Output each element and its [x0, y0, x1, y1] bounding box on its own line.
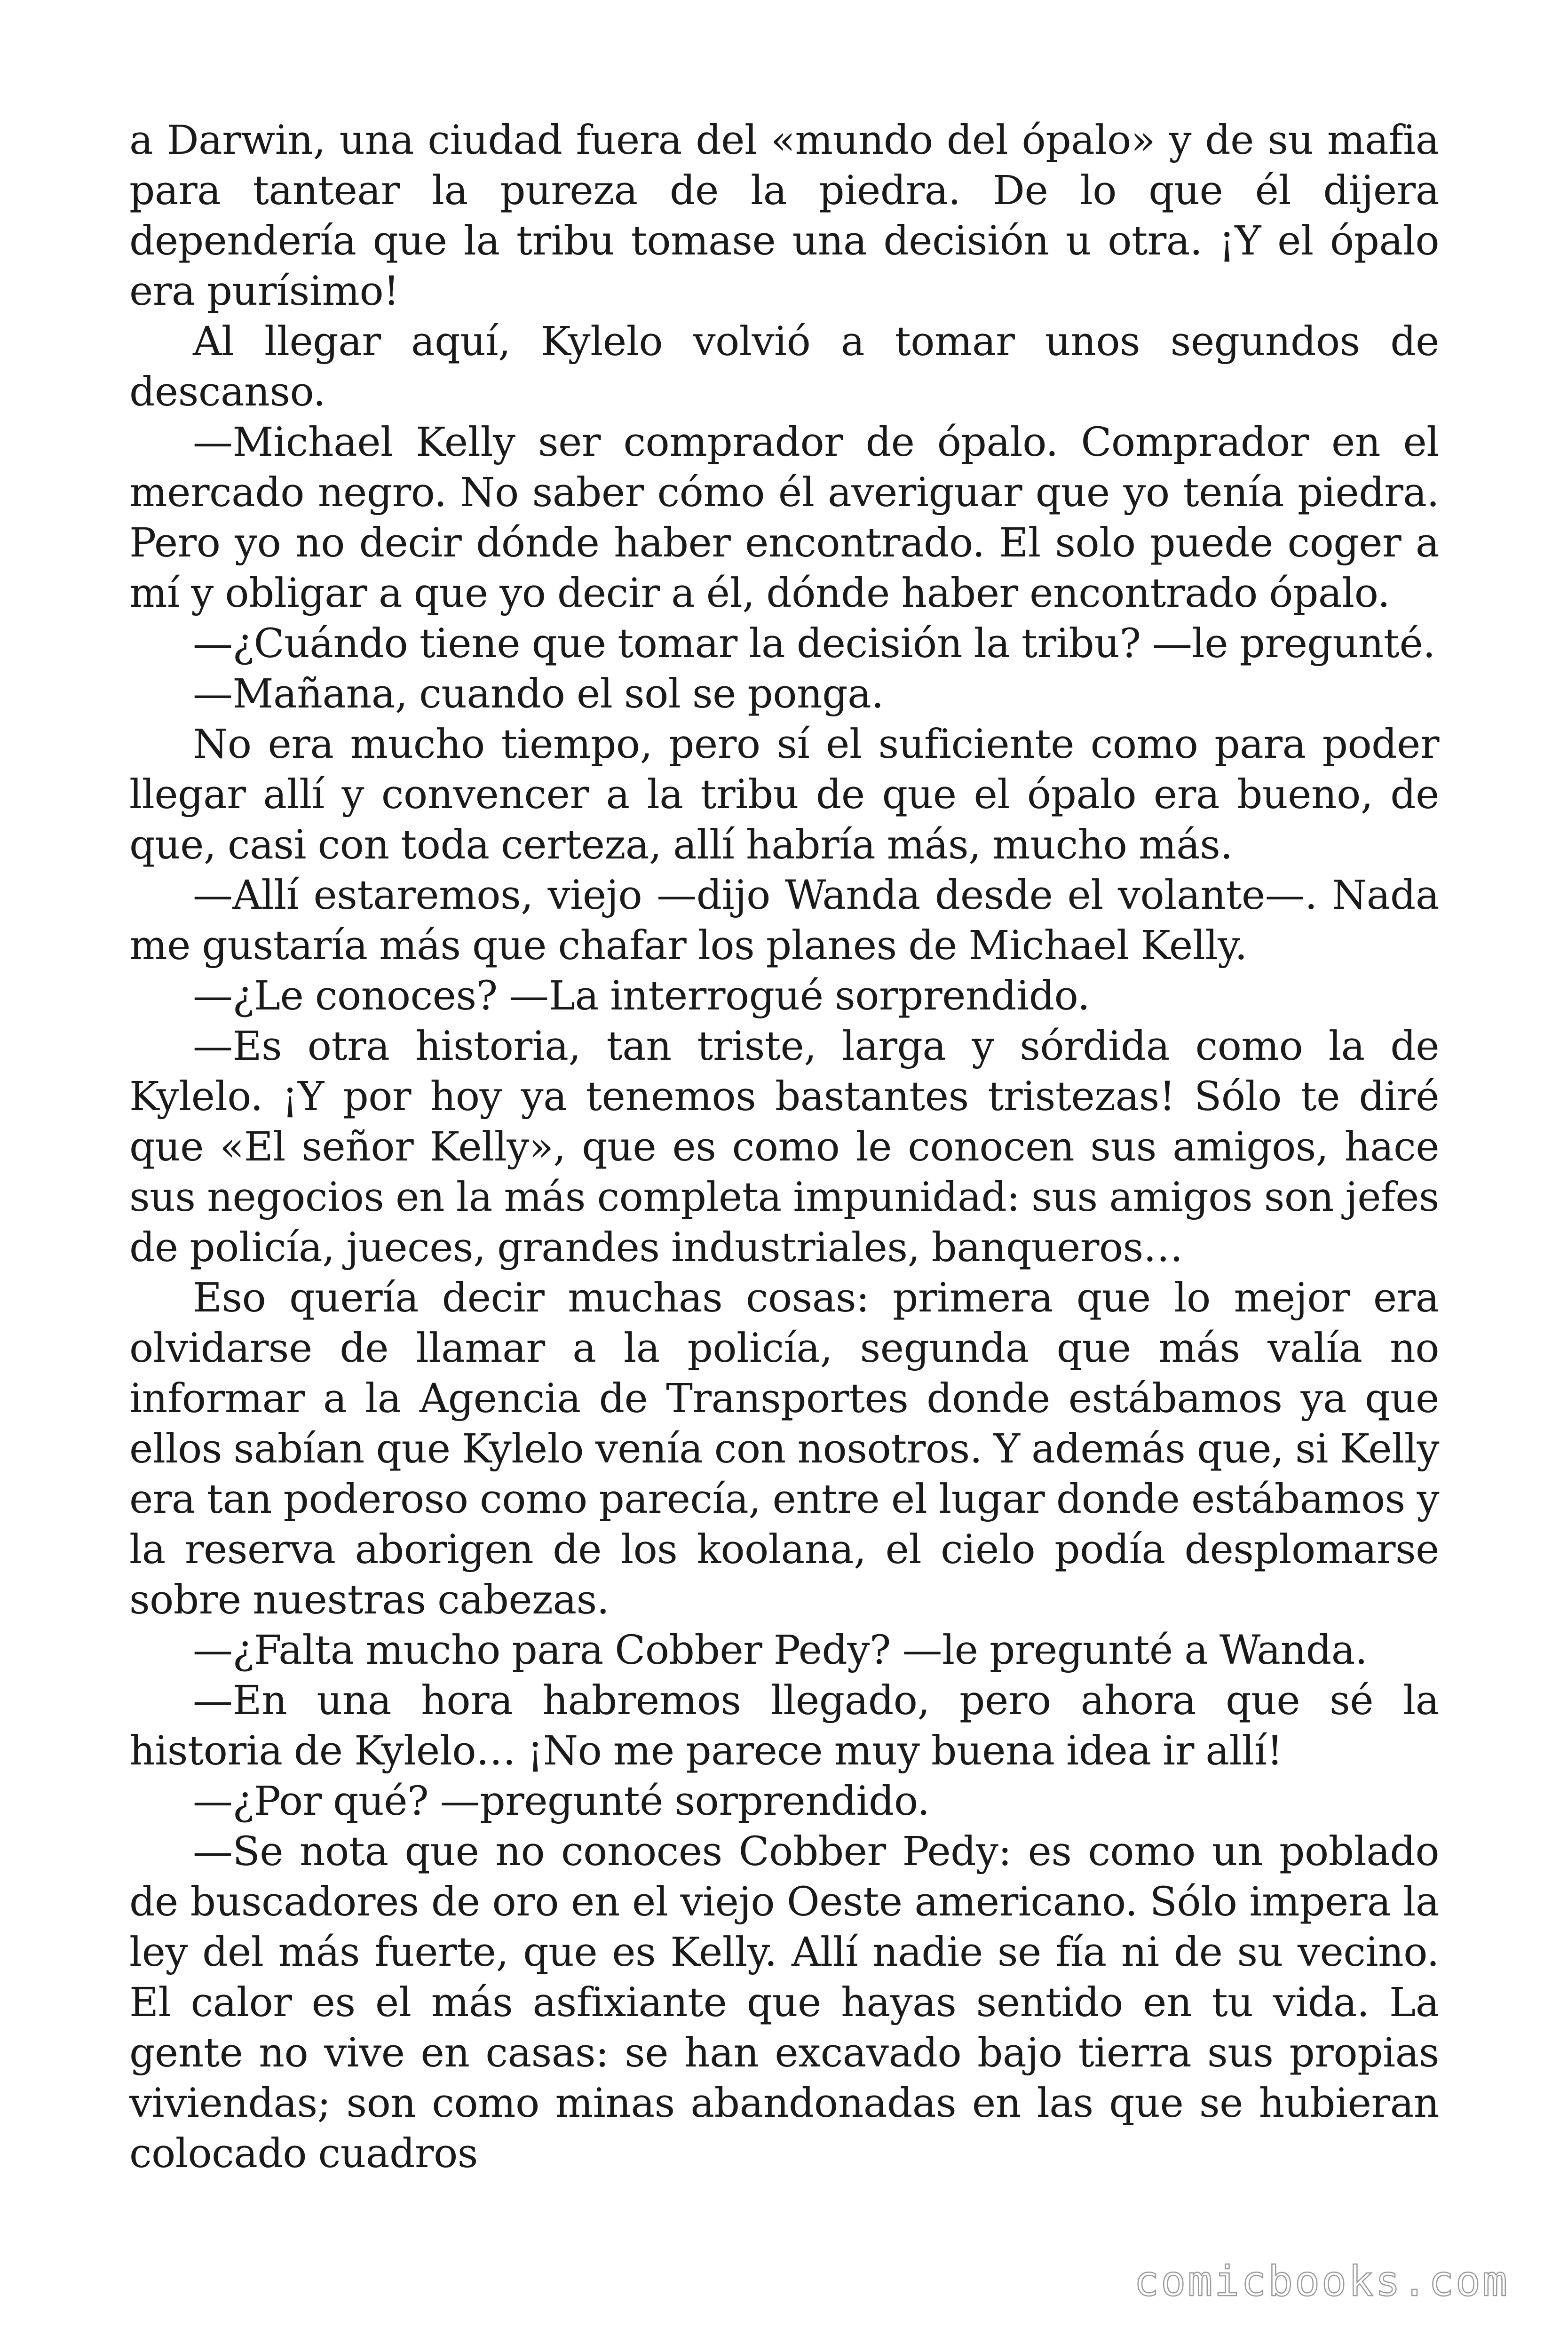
paragraph-13: —¿Por qué? —pregunté sorprendido. — [193, 1778, 930, 1825]
paragraph-10: Eso quería decir muchas cosas: primera que lo mejor era olvidarse de llamar a la policía, segunda que más valía no informar a la Agencia de Transportes donde estábamos ya que ellos sabían que Kylelo venía con nosotros. Y además que, si Kelly era tan poderoso como parecía, entre el lugar donde estábamos y la reserva aborigen de los koolana, el cielo podía desplomarse sobre nuestras cabezas. — [129, 1275, 1439, 1623]
paragraph-3: —Michael Kelly ser comprador de ópalo. Comprador en el mercado negro. No saber cómo él averiguar que yo tenía piedra. Pero yo no decir dónde haber encontrado. El solo puede coger a mí y obligar a que yo decir a él, dónde haber encontrado ópalo. — [129, 419, 1439, 617]
paragraph-14: —Se nota que no conoces Cobber Pedy: es como un poblado de buscadores de oro en el viejo Oeste americano. Sólo impera la ley del más fuerte, que es Kelly. Allí nadie se fía ni de su vecino. El calor es el más asfixiante que hayas sentido en tu vida. La gente no vive en casas: se han excavado bajo tierra sus propias viviendas; son como minas abandonadas en las que se hubieran colocado cuadros — [129, 1828, 1439, 2177]
paragraph-7: —Allí estaremos, viejo —dijo Wanda desde el volante—. Nada me gustaría más que chafar los planes de Michael Kelly. — [129, 872, 1439, 969]
paragraph-4: —¿Cuándo tiene que tomar la decisión la tribu? —le pregunté. — [193, 620, 1435, 667]
paragraph-1: a Darwin, una ciudad fuera del «mundo del ópalo» y de su mafia para tantear la pureza de la piedra. De lo que él dijera dependería que la tribu tomase una decisión u otra. ¡Y el ópalo era purísimo! — [129, 117, 1439, 315]
paragraph-9: —Es otra historia, tan triste, larga y sórdida como la de Kylelo. ¡Y por hoy ya tenemos bastantes tristezas! Sólo te diré que «El señor Kelly», que es como le conocen sus amigos, hace sus negocios en la más completa impunidad: sus amigos son jefes de policía, jueces, grandes industriales, banqueros… — [129, 1023, 1439, 1271]
watermark-logo: comicbooks.com — [1134, 2257, 1509, 2305]
body-text — [129, 115, 1439, 2179]
paragraph-5: —Mañana, cuando el sol se ponga. — [193, 671, 884, 717]
paragraph-12: —En una hora habremos llegado, pero ahora que sé la historia de Kylelo… ¡No me parece muy buena idea ir allí! — [129, 1677, 1439, 1774]
paragraph-6: No era mucho tiempo, pero sí el suficiente como para poder llegar allí y convencer a la tribu de que el ópalo era bueno, de que, casi con toda certeza, allí habría más, mucho más. — [129, 721, 1439, 868]
paragraph-2: Al llegar aquí, Kylelo volvió a tomar unos segundos de descanso. — [129, 318, 1439, 415]
paragraph-11: —¿Falta mucho para Cobber Pedy? —le pregunté a Wanda. — [193, 1627, 1368, 1674]
paragraph-8: —¿Le conoces? —La interrogué sorprendido. — [193, 973, 1090, 1019]
